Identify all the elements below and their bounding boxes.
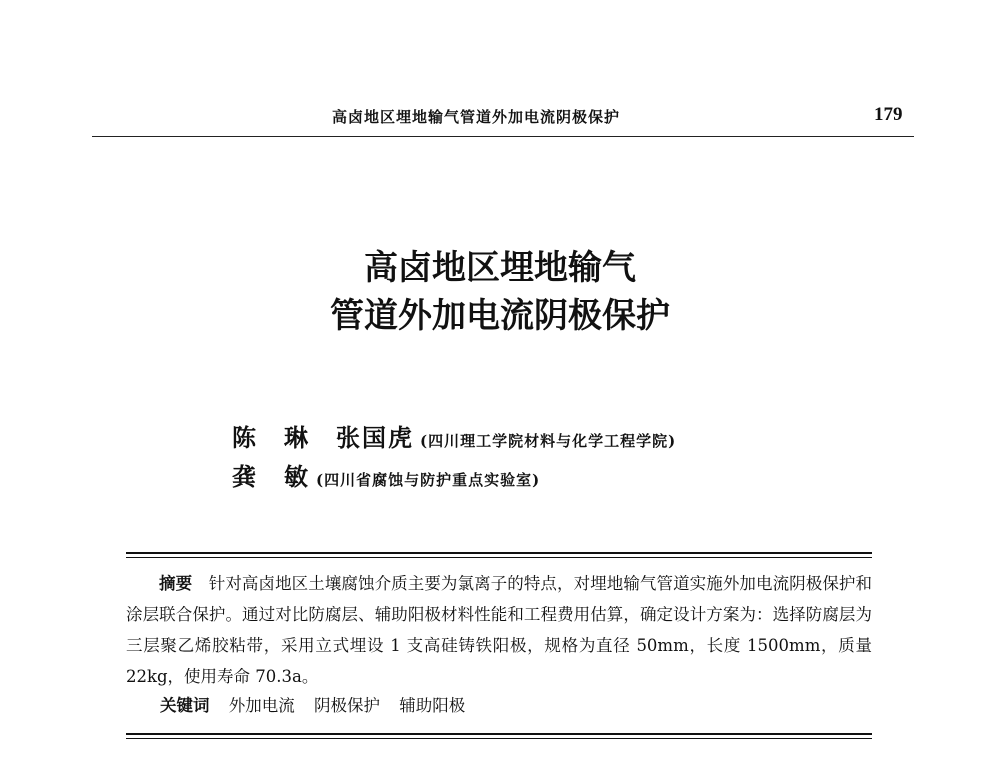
abstract-rule-top-thin: [126, 557, 872, 558]
author-line-2: [232, 457, 540, 492]
abstract-rule-bottom: [126, 733, 872, 735]
title-line-1: 高卤地区埋地输气: [364, 248, 636, 288]
keyword-item: 阴极保护: [314, 696, 380, 715]
keyword-item: 辅助阳极: [399, 696, 466, 715]
running-head: 高卤地区埋地输气管道外加电流阴极保护: [332, 108, 621, 126]
author-affiliation-2: (四川省腐蚀与防护重点实验室): [316, 471, 541, 489]
title-line-2: 管道外加电流阴极保护: [330, 296, 670, 336]
author-affiliation-1: (四川理工学院材料与化学工程学院): [420, 432, 677, 450]
keywords: [160, 692, 465, 716]
abstract: [126, 568, 872, 692]
abstract-text: 针对高卤地区土壤腐蚀介质主要为氯离子的特点，对埋地输气管道实施外加电流阴极保护和涂层联合保护。通过对比防腐层、辅助阳极材料性能和工程费用估算，确定设计方案为：选择防腐层为三层聚乙烯胶粘带，采用立式埋设 1 支高硅铸铁阳极，规格为直径 50mm，长度 1500mm，质量 22kg，使用寿命 70.3a。: [126, 574, 873, 686]
keywords-label: 关键词: [160, 696, 210, 715]
author-line-1: [232, 418, 676, 453]
author-names-1: 陈 琳 张国虎: [232, 423, 414, 452]
abstract-rule-bottom-thin: [126, 738, 872, 739]
page-number: 179: [874, 104, 903, 125]
author-names-2: 龚 敏: [232, 462, 310, 491]
abstract-label: 摘要: [159, 574, 193, 593]
abstract-rule-top: [126, 552, 872, 554]
header-rule: [92, 136, 914, 137]
keyword-item: 外加电流: [228, 696, 295, 715]
